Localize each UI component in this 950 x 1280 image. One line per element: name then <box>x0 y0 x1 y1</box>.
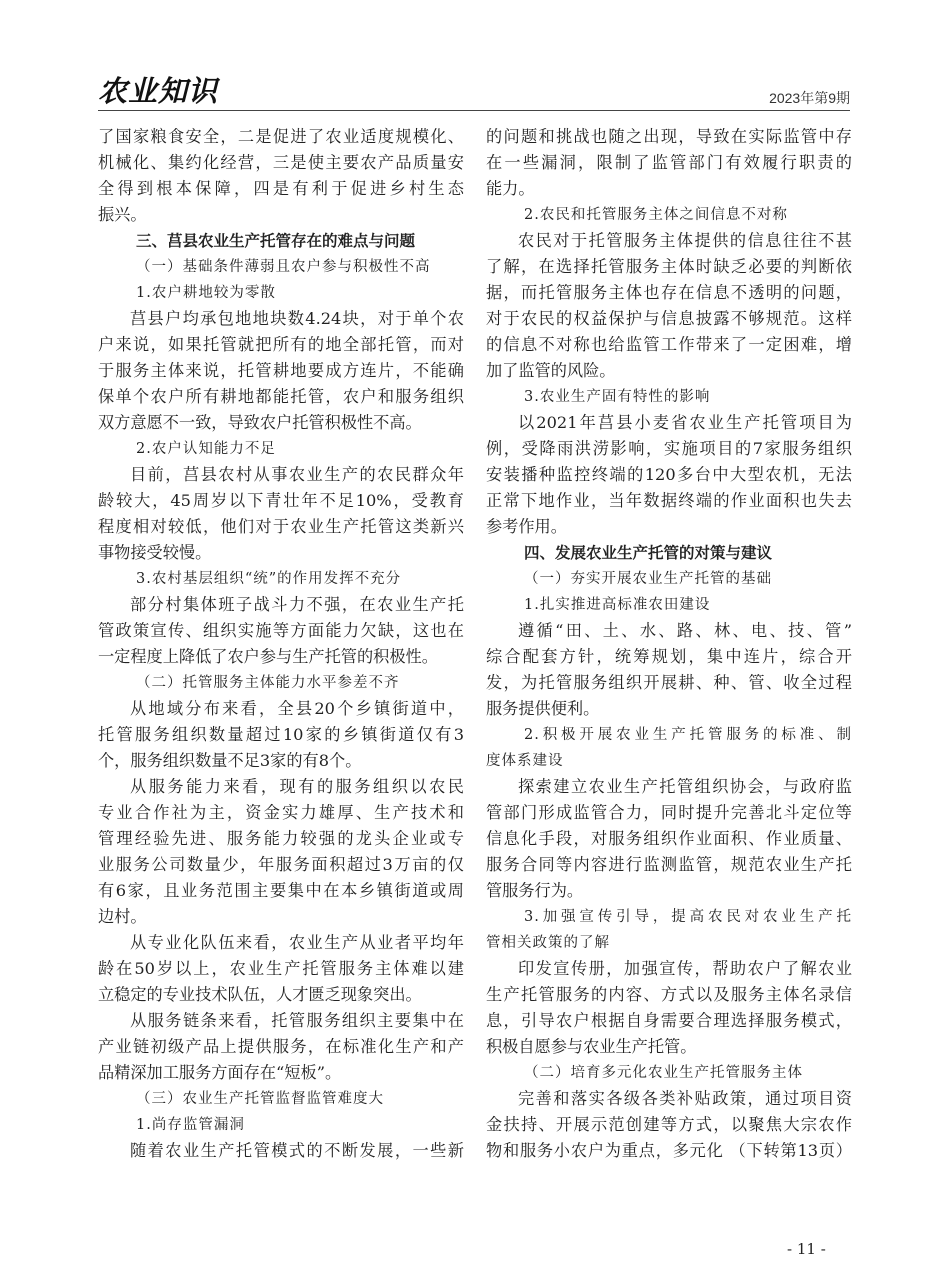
paragraph-start: 探索建立农业生产托管组织协会，与政府监 <box>518 777 852 796</box>
journal-logo: 农业知识 <box>98 74 219 108</box>
body-line: 在一些漏洞，限制了监管部门有效履行职责的 <box>486 153 852 172</box>
body-line: 的信息不对称也给监管工作带来了一定困难，增 <box>486 335 852 354</box>
paragraph-start: 完善和落实各级各类补贴政策，通过项目资 <box>518 1089 852 1108</box>
body-line: 龄在50岁以上，农业生产托管服务主体难以建 <box>98 959 464 978</box>
right-column <box>486 124 852 1164</box>
body-line: 的问题和挑战也随之出现，导致在实际监管中存 <box>486 127 852 146</box>
body-line: 户来说，如果托管就把所有的地全部托管，而对 <box>98 335 464 354</box>
body-line: 保单个农户所有耕地都能托管，农户和服务组织 <box>98 387 464 406</box>
body-line: 托管服务组织数量超过10家的乡镇街道仅有3 <box>98 725 464 744</box>
body-line: 有6家，且业务范围主要集中在本乡镇街道或周 <box>98 881 464 900</box>
body-line: 了国家粮食安全，二是促进了农业适度规模化、 <box>98 127 464 146</box>
body-line: 了解，在选择托管服务主体时缺乏必要的判断依 <box>486 257 852 276</box>
paragraph-start: 农民对于托管服务主体提供的信息往往不甚 <box>518 231 852 250</box>
subsection-heading: （一）夯实开展农业生产托管的基础 <box>524 571 772 587</box>
page-number: - 11 - <box>787 1240 826 1258</box>
item-heading-cont: 度体系建设 <box>486 753 564 769</box>
paragraph-start: 莒县户均承包地地块数4.24块，对于单个农 <box>130 309 464 328</box>
item-heading: 3.农村基层组织“统”的作用发挥不充分 <box>136 571 402 587</box>
paragraph-start: 从专业化队伍来看，农业生产从业者平均年 <box>130 933 464 952</box>
paragraph-start: 从地域分布来看，全县20个乡镇街道中， <box>130 699 464 718</box>
body-line: 例，受降雨洪涝影响，实施项目的7家服务组织 <box>486 439 852 458</box>
body-line: 发，为托管服务组织开展耕、种、管、收全过程 <box>486 673 852 692</box>
body-line: 管政策宣传、组织实施等方面能力欠缺，这也在 <box>98 621 464 640</box>
item-heading: 2.积极开展农业生产托管服务的标准、制 <box>524 727 852 743</box>
item-heading: 1.扎实推进高标准农田建设 <box>524 597 711 613</box>
header-rule <box>98 110 850 111</box>
body-line: 机械化、集约化经营，三是使主要农产品质量安 <box>98 153 464 172</box>
body-line-end: 一定程度上降低了农户参与生产托管的积极性。 <box>98 647 438 666</box>
issue-label: 2023年第9期 <box>769 90 850 106</box>
paragraph-start: 随着农业生产托管模式的不断发展，一些新 <box>130 1141 464 1160</box>
item-heading: 3.加强宣传引导，提高农民对农业生产托 <box>524 909 852 925</box>
item-heading: 1.农户耕地较为零散 <box>136 285 276 301</box>
subsection-heading: （二）培育多元化农业生产托管服务主体 <box>524 1065 803 1081</box>
subsection-heading: （一）基础条件薄弱且农户参与积极性不高 <box>136 259 431 275</box>
paragraph-start: 印发宣传册，加强宣传，帮助农户了解农业 <box>518 959 852 978</box>
body-line: 业服务公司数量少，年服务面积超过3万亩的仅 <box>98 855 464 874</box>
body-line-end: 双方意愿不一致，导致农户托管积极性不高。 <box>98 413 422 432</box>
body-line: 于服务主体来说，托管耕地要成方连片，不能确 <box>98 361 464 380</box>
body-line-end: 振兴。 <box>98 205 147 224</box>
body-line: 程度相对较低，他们对于农业生产托管这类新兴 <box>98 517 464 536</box>
paragraph-start: 目前，莒县农村从事农业生产的农民群众年 <box>130 465 464 484</box>
body-line: 生产托管服务的内容、方式以及服务主体名录信 <box>486 985 852 1004</box>
body-line-end: 积极自愿参与农业生产托管。 <box>486 1037 697 1056</box>
body-line: 综合配套方针，统筹规划，集中连片，综合开 <box>486 647 852 666</box>
paragraph-start: 以2021年莒县小麦省农业生产托管项目为 <box>518 413 852 432</box>
section-heading: 三、莒县农业生产托管存在的难点与问题 <box>136 232 416 250</box>
body-line: 对于农民的权益保护与信息披露不够规范。这样 <box>486 309 852 328</box>
item-heading: 2.农民和托管服务主体之间信息不对称 <box>524 207 788 223</box>
body-line: 据，而托管服务主体也存在信息不透明的问题， <box>486 283 852 302</box>
body-line: 龄较大，45周岁以下青壮年不足10%，受教育 <box>98 491 464 510</box>
body-line-end: 参考作用。 <box>486 517 567 536</box>
body-line: 产业链初级产品上提供服务，在标准化生产和产 <box>98 1037 464 1056</box>
body-line-end: 服务提供便利。 <box>486 699 600 718</box>
body-line-end: 品精深加工服务方面存在“短板”。 <box>98 1063 342 1082</box>
body-line: 息，引导农户根据自身需要合理选择服务模式， <box>486 1011 852 1030</box>
subsection-heading: （三）农业生产托管监督监管难度大 <box>136 1091 384 1107</box>
item-heading: 3.农业生产固有特性的影响 <box>524 389 711 405</box>
body-line: 物和服务小农户为重点，多元化 （下转第13页） <box>486 1141 852 1160</box>
body-line-end: 管服务行为。 <box>486 881 584 900</box>
body-line: 全得到根本保障，四是有利于促进乡村生态 <box>98 179 464 198</box>
body-line-end: 加了监管的风险。 <box>486 361 616 380</box>
body-line: 正常下地作业，当年数据终端的作业面积也失去 <box>486 491 852 510</box>
paragraph-start: 遵循“田、土、水、路、林、电、技、管” <box>518 621 852 640</box>
body-line-end: 事物接受较慢。 <box>98 543 212 562</box>
body-line: 管部门形成监管合力，同时提升完善北斗定位等 <box>486 803 852 822</box>
body-line: 安装播种监控终端的120多台中大型农机，无法 <box>486 465 852 484</box>
body-line: 金扶持、开展示范创建等方式，以聚焦大宗农作 <box>486 1115 852 1134</box>
paragraph-start: 部分村集体班子战斗力不强，在农业生产托 <box>130 595 464 614</box>
subsection-heading: （二）托管服务主体能力水平参差不齐 <box>136 675 400 691</box>
body-line: 服务合同等内容进行监测监管，规范农业生产托 <box>486 855 852 874</box>
body-line-end: 能力。 <box>486 179 535 198</box>
page-header <box>98 74 850 110</box>
body-line: 专业合作社为主，资金实力雄厚、生产技术和 <box>98 803 464 822</box>
item-heading: 2.农户认知能力不足 <box>136 441 276 457</box>
body-line-end: 个，服务组织数量不足3家的有8个。 <box>98 751 362 770</box>
body-line-end: 边村。 <box>98 907 147 926</box>
section-heading: 四、发展农业生产托管的对策与建议 <box>524 544 773 562</box>
paragraph-start: 从服务链条来看，托管服务组织主要集中在 <box>130 1011 464 1030</box>
body-line-end: 立稳定的专业技术队伍，人才匮乏现象突出。 <box>98 985 422 1004</box>
body-line: 管理经验先进、服务能力较强的龙头企业或专 <box>98 829 464 848</box>
item-heading: 1.尚存监管漏洞 <box>136 1117 245 1133</box>
item-heading-cont: 管相关政策的了解 <box>486 935 610 951</box>
body-line: 信息化手段，对服务组织作业面积、作业质量、 <box>486 829 852 848</box>
paragraph-start: 从服务能力来看，现有的服务组织以农民 <box>130 777 464 796</box>
left-column <box>98 124 464 1164</box>
